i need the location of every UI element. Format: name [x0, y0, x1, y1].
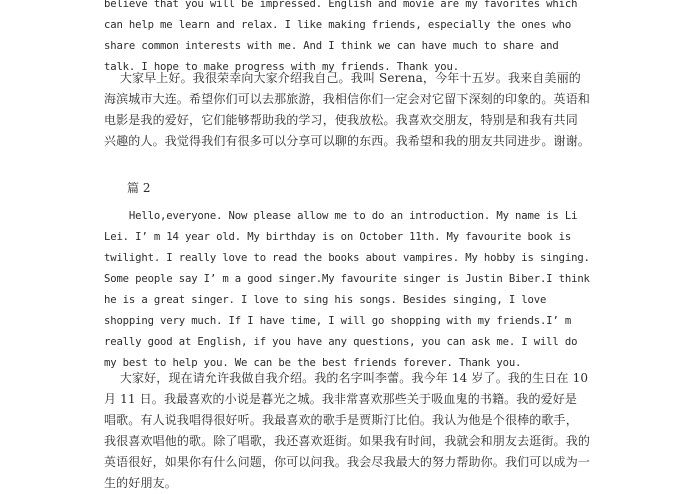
text-line: really good at English, if you have any questions, you can ask me. I will do	[104, 336, 578, 348]
text-line: 兴趣的人。我觉得我们有很多可以分享可以聊的东西。我希望和我的朋友共同进步。谢谢。	[104, 134, 591, 148]
section2-english-paragraph	[104, 206, 614, 374]
text-line: 生的好朋友。	[104, 476, 177, 490]
text-line: 海滨城市大连。希望你们可以去那旅游，我相信你们一定会对它留下深刻的印象的。英语和	[104, 92, 591, 106]
text-line: 大家早上好。我很荣幸向大家介绍我自己。我叫 Serena，今年十五岁。我来自美丽的	[104, 71, 581, 85]
text-line: 唱歌。有人说我唱得很好听。我最喜欢的歌手是贾斯汀比伯。我认为他是个很棒的歌手，	[104, 413, 578, 427]
text-line: Hello,everyone. Now please allow me to do an introduction. My name is Li	[104, 210, 578, 222]
text-line: share common interests with me. And I think we can have much to share and	[104, 40, 559, 52]
section1-chinese-paragraph	[104, 68, 614, 152]
text-line: 我很喜欢唱他的歌。除了唱歌，我还喜欢逛街。如果我有时间，我就会和朋友去逛街。我的	[104, 434, 591, 448]
section1-english-paragraph	[104, 0, 614, 78]
text-line: Lei. I’ m 14 year old. My birthday is on October 11th. My favourite book is	[104, 231, 572, 243]
text-line: Some people say I’ m a good singer.My favourite singer is Justin Biber.I think	[104, 273, 590, 285]
text-line: 大家好，现在请允许我做自我介绍。我的名字叫李蕾。我今年 14 岁了。我的生日在 10	[104, 371, 589, 385]
text-line: 月 11 日。我最喜欢的小说是暮光之城。我非常喜欢那些关于吸血鬼的书籍。我的爱好是	[104, 392, 578, 406]
text-line: believe that you will be impressed. English and movie are my favorites which	[104, 0, 578, 10]
text-line: twilight. I really love to read the books about vampires. My hobby is singing.	[104, 252, 590, 264]
text-line: shopping very much. If I have time, I will go shopping with my friends.I’ m	[104, 315, 572, 327]
text-line: talk. I hope to make progress with my friends. Thank you.	[104, 61, 459, 73]
text-line: 英语很好，如果你有什么问题，你可以问我。我会尽我最大的努力帮助你。我们可以成为一	[104, 455, 591, 469]
text-line: my best to help you. We can be the best friends forever. Thank you.	[104, 357, 522, 369]
section2-chinese-paragraph	[104, 368, 614, 494]
text-line: 电影是我的爱好，它们能够帮助我的学习，使我放松。我喜欢交朋友，特别是和我有共同	[104, 113, 578, 127]
section2-heading: 篇 2	[127, 181, 151, 195]
text-line: can help me learn and relax. I like making friends, especially the ones who	[104, 19, 572, 31]
text-line: he is a great singer. I love to sing his songs. Besides singing, I love	[104, 294, 547, 306]
